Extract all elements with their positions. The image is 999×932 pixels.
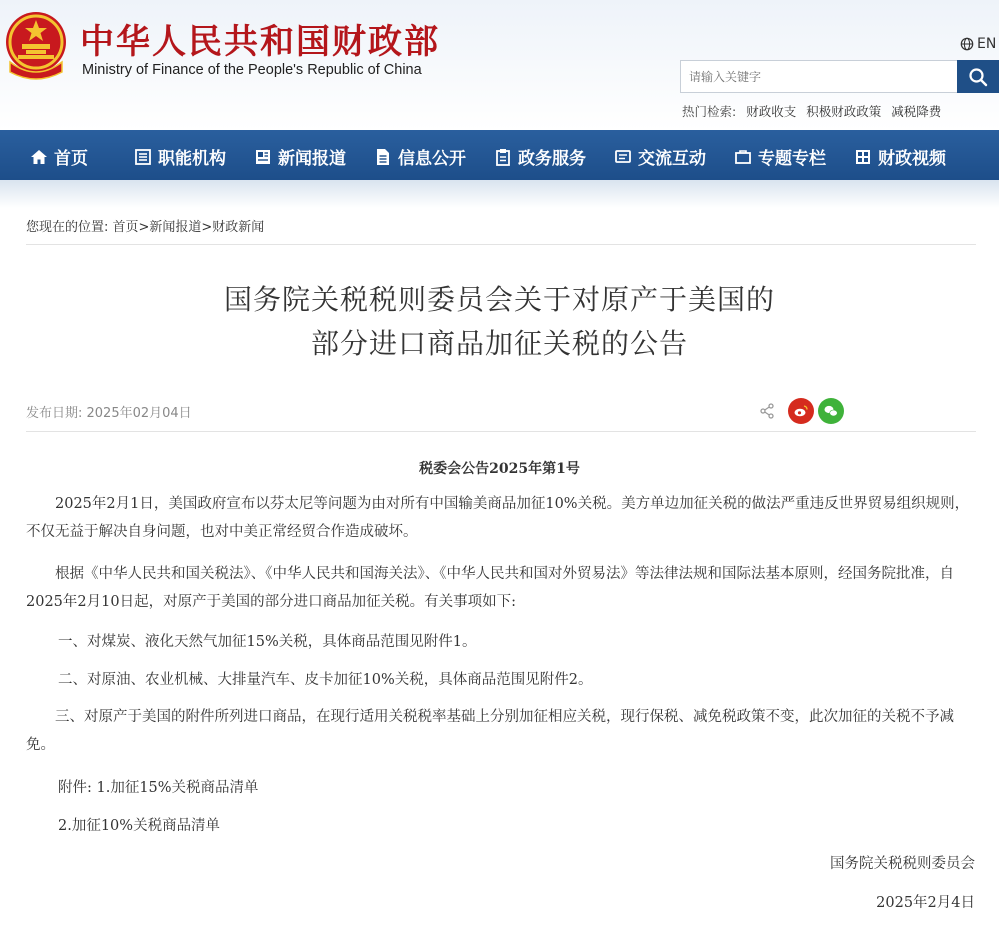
globe-icon xyxy=(960,37,974,51)
nav-item-videos[interactable] xyxy=(854,144,946,169)
article-title-line-2: 部分进口商品加征关税的公告 xyxy=(310,327,688,360)
nav-item-departments[interactable] xyxy=(134,144,226,169)
nav-item-label: 政务服务 xyxy=(518,149,586,169)
nav-item-home[interactable] xyxy=(30,144,88,169)
divider xyxy=(26,244,976,245)
nav-item-label: 职能机构 xyxy=(158,149,226,169)
nav-item-label: 专题专栏 xyxy=(758,149,826,169)
article-title-line-1: 国务院关税税则委员会关于对原产于美国的 xyxy=(223,283,775,316)
hot-search xyxy=(682,102,941,120)
signature-date: 2025年2月4日 xyxy=(876,895,975,911)
paragraph: 根据《中华人民共和国关税法》、《中华人民共和国海关法》、《中华人民共和国对外贸易法》等法律法规和国际法基本原则，经国务院批准，自2025年2月10日起，对原产于美国的部分进口商品加征关税。有关事项如下: xyxy=(26,566,954,610)
nav-item-topics[interactable] xyxy=(734,144,826,169)
hot-search-link[interactable]: 积极财政政策 xyxy=(806,104,882,119)
folder-icon xyxy=(734,148,752,166)
search-icon xyxy=(968,67,988,87)
video-icon xyxy=(854,148,872,166)
attachment-link[interactable]: 附件: 1.加征15%关税商品清单 xyxy=(58,780,259,796)
hot-search-label: 热门检索: xyxy=(682,104,737,119)
search-input[interactable] xyxy=(680,60,958,93)
nav-item-label: 交流互动 xyxy=(638,149,706,169)
site-title-english: Ministry of Finance of the People's Republic of China xyxy=(82,62,422,78)
list-item: 一、对煤炭、液化天然气加征15%关税，具体商品范围见附件1。 xyxy=(58,634,477,650)
site-header xyxy=(0,0,999,130)
nav-shadow xyxy=(0,180,999,208)
chat-icon xyxy=(614,148,632,166)
nav-item-services[interactable] xyxy=(494,144,586,169)
nav-item-label: 首页 xyxy=(54,149,88,169)
list-item: 二、对原油、农业机械、大排量汽车、皮卡加征10%关税，具体商品范围见附件2。 xyxy=(58,672,593,688)
main-navigation xyxy=(0,130,999,180)
nav-item-label: 财政视频 xyxy=(878,149,946,169)
language-switch[interactable] xyxy=(960,36,996,52)
divider xyxy=(26,431,976,432)
wechat-icon xyxy=(823,403,839,419)
language-label: EN xyxy=(977,36,997,52)
document-number: 税委会公告2025年第1号 xyxy=(419,461,580,477)
national-emblem-icon xyxy=(4,10,68,80)
clipboard-icon xyxy=(494,148,512,166)
paragraph: 三、对原产于美国的附件所列进口商品，在现行适用关税税率基础上分别加征相应关税，现行保税、减免税政策不变，此次加征的关税不予减免。 xyxy=(26,709,954,753)
wechat-share-button[interactable] xyxy=(818,398,844,424)
nav-item-label: 新闻报道 xyxy=(278,149,346,169)
signature: 国务院关税税则委员会 xyxy=(830,856,975,872)
search-button[interactable] xyxy=(957,60,999,93)
publish-date: 发布日期: 2025年02月04日 xyxy=(26,406,192,421)
paragraph: 2025年2月1日，美国政府宣布以芬太尼等问题为由对所有中国输美商品加征10%关税。美方单边加征关税的做法严重违反世界贸易组织规则，不仅无益于解决自身问题，也对中美正常经贸合作造成破坏。 xyxy=(26,496,970,540)
breadcrumb[interactable]: 您现在的位置: 首页>新闻报道>财政新闻 xyxy=(26,220,265,235)
news-icon xyxy=(254,148,272,166)
list-icon xyxy=(134,148,152,166)
share-button[interactable] xyxy=(754,398,780,424)
nav-item-news[interactable] xyxy=(254,144,346,169)
nav-item-interaction[interactable] xyxy=(614,144,706,169)
hot-search-link[interactable]: 财政收支 xyxy=(746,104,797,119)
hot-search-link[interactable]: 减税降费 xyxy=(891,104,942,119)
weibo-share-button[interactable] xyxy=(788,398,814,424)
attachment-link[interactable]: 2.加征10%关税商品清单 xyxy=(58,818,221,834)
document-icon xyxy=(374,148,392,166)
share-icon xyxy=(759,403,775,419)
home-icon xyxy=(30,148,48,166)
weibo-icon xyxy=(793,403,809,419)
nav-item-label: 信息公开 xyxy=(398,149,466,169)
site-title-chinese: 中华人民共和国财政部 xyxy=(80,22,440,62)
nav-item-info-disclosure[interactable] xyxy=(374,144,466,169)
